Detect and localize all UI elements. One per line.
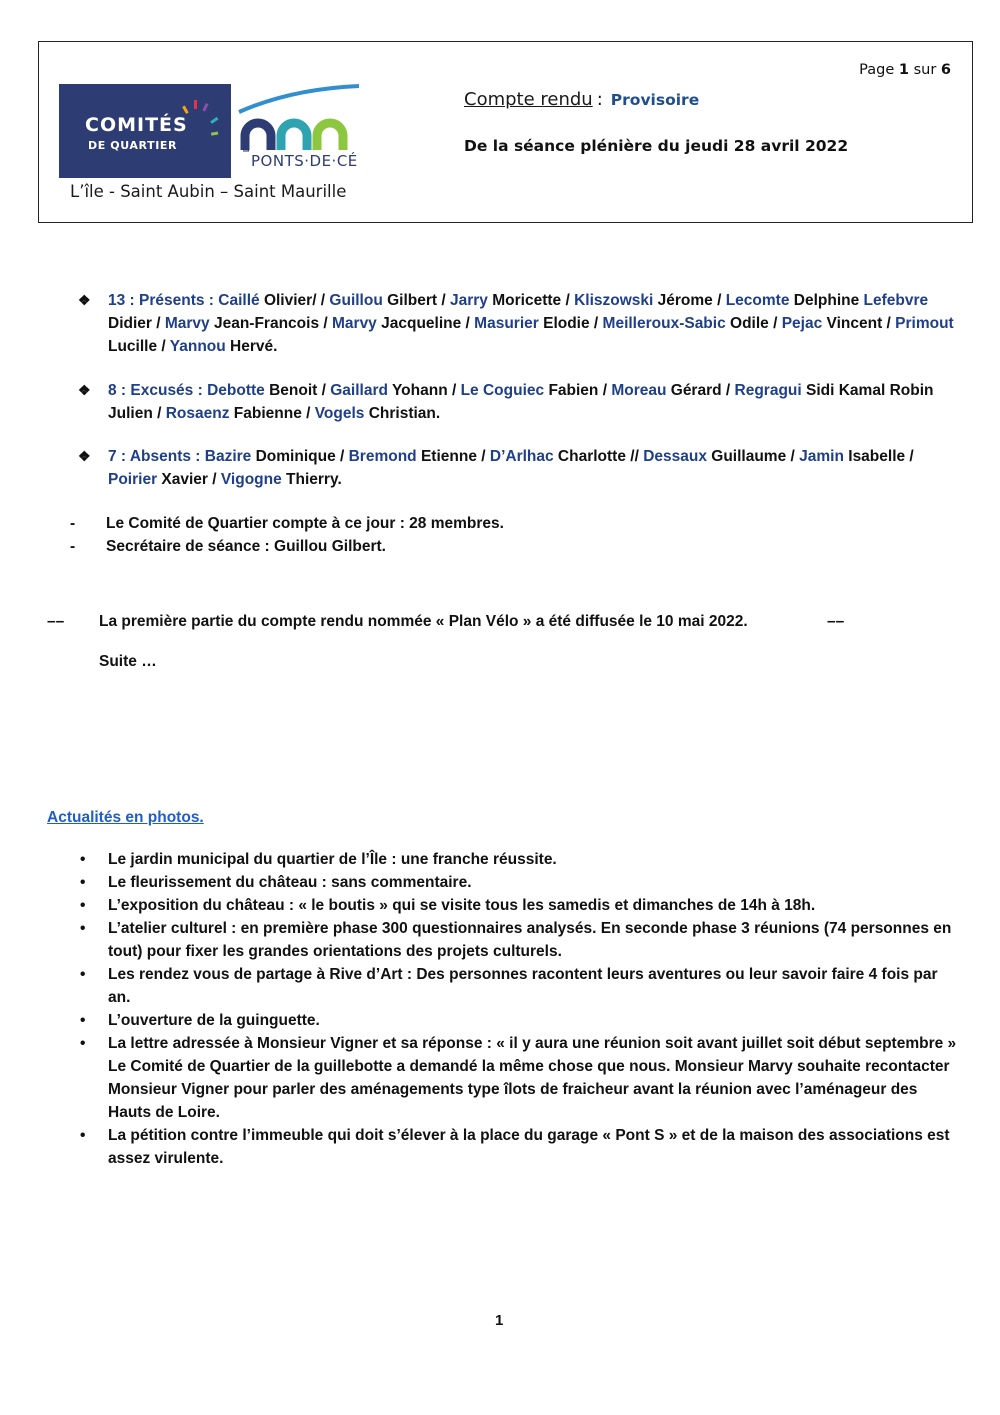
- dash-bullet: -: [70, 515, 76, 532]
- member-last-name: Regragui: [734, 382, 802, 399]
- ponts-de-ce-logo: [231, 84, 363, 178]
- member-first-name: Jacqueline /: [376, 315, 475, 332]
- logo-line-1: COMITÉS: [85, 114, 188, 136]
- list-item-text: La lettre adressée à Monsieur Vigner et sa réponse : « il y aura une réunion soit avant juillet soit début septembre » Le Comité de Quartier de la guillebotte a demandé la même chose que nous. Monsieur Marvy souhaite recontacter Monsieur Vigner pour parler des aménagements type îlots de fraicheur avant la réunion avec l’aménageur des Hauts de Loire.: [108, 1035, 957, 1121]
- list-item: [80, 1032, 958, 1124]
- list-item: [80, 1124, 958, 1170]
- member-last-name: Bremond: [348, 448, 417, 465]
- excuses-members: [108, 382, 933, 422]
- member-last-name: Debotte: [207, 382, 265, 399]
- plan-velo-line: [47, 613, 867, 631]
- excuses-label: 8 : Excusés :: [108, 382, 208, 399]
- list-item-text: Le fleurissement du château : sans commentaire.: [108, 874, 472, 891]
- diamond-bullet-icon: ❖: [78, 382, 91, 398]
- member-last-name: D’Arlhac: [489, 448, 554, 465]
- member-last-name: Guillou: [329, 292, 383, 309]
- footer-page-number: 1: [495, 1312, 504, 1329]
- suite-text: Suite …: [99, 653, 157, 670]
- members-count-text: Le Comité de Quartier compte à ce jour : 28 membres.: [106, 515, 504, 532]
- list-item-text: L’atelier culturel : en première phase 300 questionnaires analysés. En seconde phase 3 réunions (74 personnes en tout) pour fixer les grandes orientations des projets culturels.: [108, 920, 952, 960]
- ponts-les-label: LES: [242, 136, 251, 152]
- secretary-line: [70, 535, 386, 558]
- member-last-name: Poirier: [108, 471, 158, 488]
- list-item: [80, 871, 958, 894]
- absents-section: ❖ 7 : Absents : Bazire Dominique / Bremond Etienne / D’Arlhac Charlotte // Dessaux Guillaume / Jamin Isabelle / Poirier Xavier / Vigogne Thierry.: [108, 445, 963, 491]
- document-header: [38, 41, 973, 223]
- bullet-icon: •: [80, 897, 86, 914]
- excuses-section: [78, 379, 963, 425]
- plan-velo-text: La première partie du compte rendu nommée « Plan Vélo » a été diffusée le 10 mai 2022.: [99, 613, 748, 630]
- member-first-name: Fabienne /: [229, 405, 315, 422]
- member-last-name: Caillé: [218, 292, 260, 309]
- member-first-name: Yohann /: [387, 382, 461, 399]
- member-last-name: Lecomte: [725, 292, 790, 309]
- member-first-name: Xavier /: [157, 471, 221, 488]
- dash-left: ––: [47, 613, 65, 630]
- member-last-name: Kliszowski: [574, 292, 654, 309]
- list-item: [80, 1009, 958, 1032]
- bullet-icon: •: [80, 1035, 86, 1052]
- member-last-name: Gaillard: [330, 382, 388, 399]
- member-last-name: Jarry: [450, 292, 488, 309]
- bullet-icon: •: [80, 1012, 86, 1029]
- list-item-text: Les rendez vous de partage à Rive d’Art : Des personnes racontent leurs aventures ou leur savoir faire 4 fois par an.: [108, 966, 938, 1006]
- member-first-name: Hervé.: [225, 338, 278, 355]
- dash-right: ––: [827, 613, 845, 630]
- member-last-name: Bazire: [204, 448, 252, 465]
- ponts-name-label: PONTS·DE·CÉ: [251, 152, 358, 170]
- list-item-text: Le jardin municipal du quartier de l’Île : une franche réussite.: [108, 851, 557, 868]
- member-first-name: Thierry.: [281, 471, 342, 488]
- actualites-link[interactable]: Actualités en photos.: [47, 809, 204, 826]
- report-title: Compte rendu: [464, 89, 593, 110]
- list-item: [80, 894, 958, 917]
- diamond-bullet-icon: ❖: [78, 292, 91, 308]
- dash-bullet: -: [70, 538, 76, 555]
- member-first-name: Fabien /: [544, 382, 612, 399]
- member-last-name: Moreau: [611, 382, 667, 399]
- member-last-name: Le Coguiec: [460, 382, 545, 399]
- member-first-name: Olivier/ /: [259, 292, 330, 309]
- absents-label: 7 : Absents: [108, 448, 191, 465]
- list-item-text: L’exposition du château : « le boutis » qui se visite tous les samedis et dimanches de 14h à 18h.: [108, 897, 816, 914]
- member-last-name: Primout: [895, 315, 954, 332]
- member-first-name: Benoit /: [264, 382, 331, 399]
- presents-label: 13 : Présents :: [108, 292, 219, 309]
- member-first-name: Elodie /: [538, 315, 603, 332]
- member-last-name: Vigogne: [220, 471, 282, 488]
- bullet-icon: •: [80, 966, 86, 983]
- member-first-name: Jérome /: [653, 292, 726, 309]
- bullet-icon: •: [80, 851, 86, 868]
- member-first-name: Delphine: [789, 292, 864, 309]
- presents-members: [108, 292, 954, 355]
- member-first-name: Odile /: [725, 315, 782, 332]
- member-first-name: Christian.: [364, 405, 441, 422]
- member-first-name: Charlotte //: [553, 448, 644, 465]
- member-last-name: Vogels: [314, 405, 365, 422]
- absents-members: [108, 448, 914, 488]
- report-title-line: Compte rendu : Provisoire: [464, 89, 700, 110]
- list-item: [80, 848, 958, 871]
- member-first-name: Sidi Kamal Robin Julien /: [108, 382, 934, 422]
- logo-line-2: DE QUARTIER: [88, 139, 178, 152]
- bullet-icon: •: [80, 1127, 86, 1144]
- member-last-name: Rosaenz: [165, 405, 230, 422]
- bullet-icon: •: [80, 874, 86, 891]
- list-item-text: L’ouverture de la guinguette.: [108, 1012, 320, 1029]
- list-item-text: La pétition contre l’immeuble qui doit s’élever à la place du garage « Pont S » et de la maison des associations est assez virulente.: [108, 1127, 950, 1167]
- member-first-name: Gilbert /: [382, 292, 450, 309]
- list-item: [80, 917, 958, 963]
- member-last-name: Marvy: [164, 315, 210, 332]
- member-first-name: Lucille /: [108, 338, 170, 355]
- member-last-name: Dessaux: [643, 448, 707, 465]
- member-last-name: Lefebvre: [863, 292, 929, 309]
- member-first-name: Vincent /: [822, 315, 896, 332]
- diamond-bullet-icon: ❖: [78, 448, 91, 464]
- list-item: [80, 963, 958, 1009]
- member-last-name: Yannou: [169, 338, 226, 355]
- members-count-line: [70, 512, 504, 535]
- member-last-name: Marvy: [332, 315, 377, 332]
- actualites-list: [80, 848, 958, 1170]
- member-last-name: Masurier: [474, 315, 539, 332]
- secretary-text: Secrétaire de séance : Guillou Gilbert.: [106, 538, 386, 555]
- member-first-name: Etienne /: [416, 448, 490, 465]
- seance-line: De la séance plénière du jeudi 28 avril 2022: [464, 137, 849, 155]
- comites-de-quartier-logo: [59, 84, 231, 178]
- member-last-name: Meilleroux-Sabic: [602, 315, 726, 332]
- member-first-name: Guillaume /: [706, 448, 800, 465]
- member-last-name: Jamin: [799, 448, 844, 465]
- report-status: Provisoire: [610, 91, 700, 109]
- page-indicator: Page 1 sur 6: [859, 62, 951, 78]
- member-first-name: Didier /: [108, 315, 165, 332]
- bullet-icon: •: [80, 920, 86, 937]
- member-last-name: Pejac: [781, 315, 823, 332]
- member-first-name: Gérard /: [666, 382, 735, 399]
- presents-section: [78, 289, 963, 358]
- member-first-name: Dominique /: [251, 448, 349, 465]
- member-first-name: Moricette /: [487, 292, 575, 309]
- quartier-name: L’île - Saint Aubin – Saint Maurille: [70, 182, 347, 201]
- member-first-name: Isabelle /: [843, 448, 914, 465]
- member-first-name: Jean-Francois /: [209, 315, 332, 332]
